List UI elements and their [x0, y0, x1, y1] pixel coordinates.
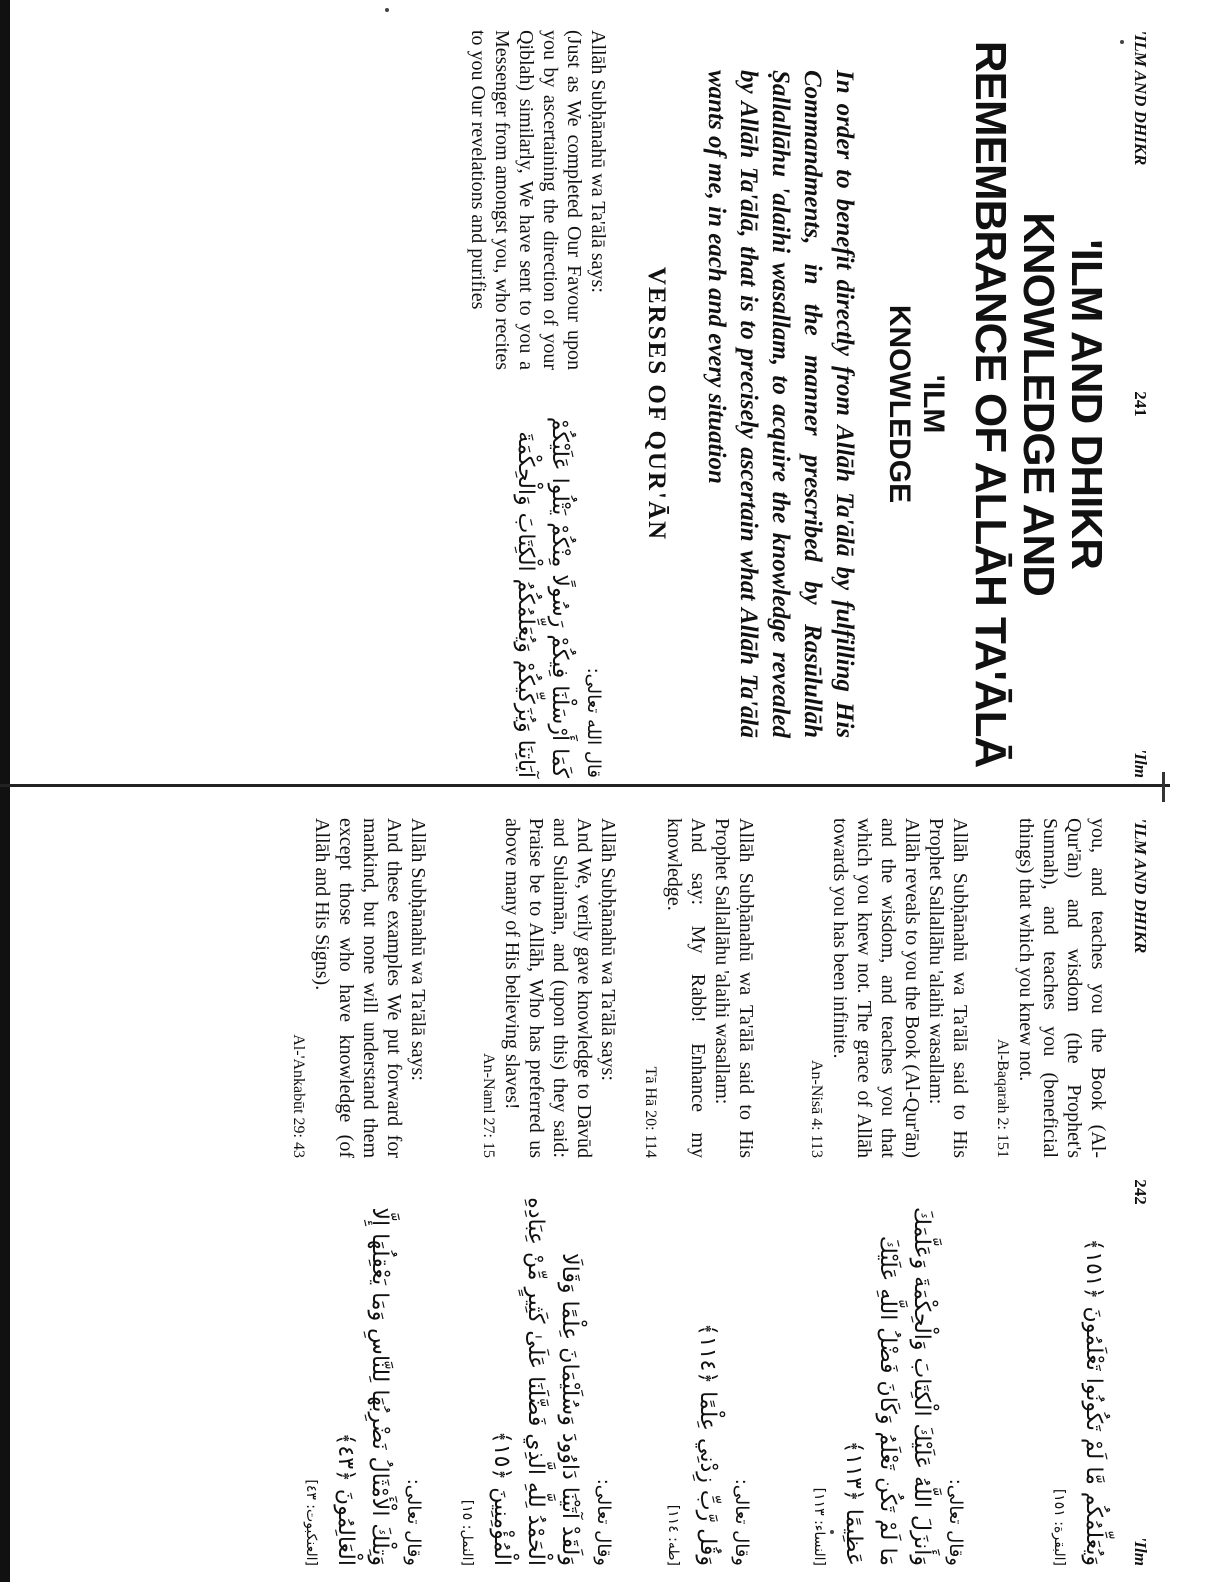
verse-arabic-text: وَقُل رَّبِّ زِدْنِي عِلْمًا ﴿١١٤﴾ [695, 1322, 720, 1566]
verse-arabic-text: وَأَنزَلَ اللَّهُ عَلَيْكَ الْكِتَابَ وَالْحِكْمَةَ وَعَلَّمَكَ مَا لَمْ تَكُن تَعْلَمُ وَكَانَ فَضْلُ اللَّهِ عَلَيْكَ عَظِيمًا ﴿١١٣﴾ [841, 1206, 934, 1566]
verse-intro: Allāh Subḥānahū wa Ta'ālā says: [597, 818, 619, 1081]
intro-paragraph: In order to benefit directly from Allāh Ta'ālā by fulfilling His Commandments, in the manner prescribed by Rasūlullāh Ṣallallāhu 'alaihi wasallam, to acquire the knowledge revealed by Allāh Ta'ālā, that is to precisely ascertain what Allāh Ta'ālā wants of me, in each and every situation [703, 70, 858, 738]
verse-arabic-intro: قال الله تعالى: [583, 667, 604, 778]
verse-intro: Allāh Subḥānahū wa Ta'ālā said to His Prophet Sallallāhu 'alaihi wasallam: [711, 818, 757, 1158]
verse-arabic [990, 1196, 1110, 1566]
verse-english [802, 818, 972, 1158]
verse-arabic-intro: وقال تعالى: [945, 1478, 966, 1566]
section-heading-line: 'ILM [917, 374, 950, 434]
verse-text: And these examples We put forward for mankind, but none will understand them except those who have knowledge (of Allāh and His Signs). [311, 818, 405, 1158]
section-heading-line: KNOWLEDGE [883, 304, 916, 504]
page-241 [70, 30, 1150, 778]
verse-block [802, 818, 972, 1566]
verse-reference: Tā Hā 20: 114 [642, 1066, 659, 1158]
verse-text: And say: My Rabb! Enhance my knowledge. [663, 818, 709, 1158]
verse-block [286, 818, 430, 1566]
verse-arabic [450, 1196, 620, 1566]
running-head-title: 'ILM AND DHIKR [1131, 818, 1150, 954]
verse-block [450, 818, 620, 1566]
verse-intro: Allāh Subḥānahū wa Ta'ālā said to His Prophet Sallallāhu 'alaihi wasallam: [925, 818, 971, 1158]
verse-text: you, and teaches you the Book (Al-Qur'ān) and wisdom (the Prophet's Sunnah), and teaches you (beneficial things) that which you knew not. [1015, 818, 1109, 1158]
verse-text: Allāh reveals to you the Book (Al-Qur'ān) and the wisdom, and teaches you that which you knew not. The grace of Allāh towards you has been infinite. [829, 818, 923, 1158]
running-head [1120, 818, 1150, 1566]
page-242 [70, 818, 1150, 1566]
fold-mark [1162, 772, 1165, 802]
scan-edge [0, 0, 10, 1582]
verse-arabic [802, 1196, 972, 1566]
verse-arabic-intro: وقال تعالى: [731, 1478, 752, 1566]
verse-arabic-text: وَيُعَلِّمُكُم مَّا لَمْ تَكُونُوا تَعْلَمُونَ ﴿١٥١﴾ [1081, 1238, 1106, 1566]
verse-arabic-intro: وقال تعالى: [403, 1478, 424, 1566]
chapter-title-line: KNOWLEDGE AND [1014, 212, 1063, 596]
verse-arabic-reference: [البقرة: ١٥١] [1051, 1488, 1067, 1566]
verse-reference: An-Naml 27: 15 [480, 1053, 497, 1158]
verse-english [466, 30, 610, 370]
verse-reference: An-Nisā 4: 113 [808, 1059, 825, 1158]
scan-speck [385, 8, 389, 12]
verse-block [990, 818, 1110, 1566]
verse-arabic [286, 1196, 430, 1566]
page-number: 242 [1131, 1179, 1150, 1205]
section-heading [882, 30, 950, 778]
verse-reference: Al-'Ankabūt 29: 43 [290, 1034, 307, 1158]
running-head-section: 'Ilm [1131, 1536, 1150, 1566]
verse-english [990, 818, 1110, 1158]
verse-english [638, 818, 758, 1158]
verse-arabic-reference: [النساء: ١١٣] [811, 1487, 827, 1566]
verse-text: (Just as We completed Our Favour upon you by ascertaining the direction of your Qiblah) similarly, We have sent to you a Messenger from amongst you, who recites to you Our revelations and purifies [467, 30, 585, 370]
verse-reference: Al-Baqarah 2: 151 [994, 1038, 1011, 1158]
verse-block [638, 818, 758, 1566]
chapter-title-line: 'ILM AND DHIKR [1062, 239, 1111, 569]
verse-arabic-reference: [طه: ١١٤] [665, 1504, 681, 1566]
verse-text: And We, verily gave knowledge to Dāvūd and Sulaimān, and (upon this) they said: Praise be to Allāh, Who has preferred us above many of His believing slaves! [501, 818, 595, 1158]
verses-heading: VERSES OF QUR'ĀN [643, 266, 670, 542]
verse-intro: Allāh Subḥānahū wa Ta'ālā says: [407, 818, 429, 1081]
verse-arabic-text: كَمَا أَرْسَلْنَا فِيكُمْ رَسُولًا مِنْكُمْ يَتْلُوا عَلَيْكُمْ آيَاتِنَا وَيُزَكِّيكُمْ وَيُعَلِّمُكُمُ الْكِتَابَ وَالْحِكْمَةَ [513, 416, 572, 778]
running-head [1120, 30, 1150, 778]
verse-arabic-reference: [النمل: ١٥] [459, 1499, 475, 1566]
verse-arabic-text: وَلَقَدْ آتَيْنَا دَاوُودَ وَسُلَيْمَانَ عِلْمًا وَقَالَا الْحَمْدُ لِلَّهِ الَّذِي فَضَّلَنَا عَلَىٰ كَثِيرٍ مِّنْ عِبَادِهِ الْمُؤْمِنِينَ ﴿١٥﴾ [489, 1197, 582, 1566]
chapter-title-line: REMEMBRANCE OF ALLĀH TA'ĀLĀ [966, 40, 1015, 768]
chapter-title [966, 30, 1110, 778]
verse-arabic-reference: [العنكبوت: ٤٣] [303, 1479, 319, 1566]
verse-english [286, 818, 430, 1158]
page-fold-line [0, 784, 1170, 787]
page-number: 241 [1131, 391, 1150, 417]
verse-arabic-text: وَتِلْكَ الْأَمْثَالُ نَضْرِبُهَا لِلنَّاسِ وَمَا يَعْقِلُهَا إِلَّا الْعَالِمُونَ ﴿٤٣﴾ [333, 1207, 392, 1566]
verse-english [450, 818, 620, 1158]
verse-block [466, 30, 610, 778]
running-head-section: 'Ilm [1131, 748, 1150, 778]
verse-intro: Allāh Subḥānahū wa Ta'ālā says: [587, 30, 609, 293]
verse-arabic-intro: وقال تعالى: [593, 1478, 614, 1566]
verse-arabic [638, 1196, 758, 1566]
verse-arabic [466, 408, 610, 778]
running-head-title: 'ILM AND DHIKR [1131, 30, 1150, 166]
